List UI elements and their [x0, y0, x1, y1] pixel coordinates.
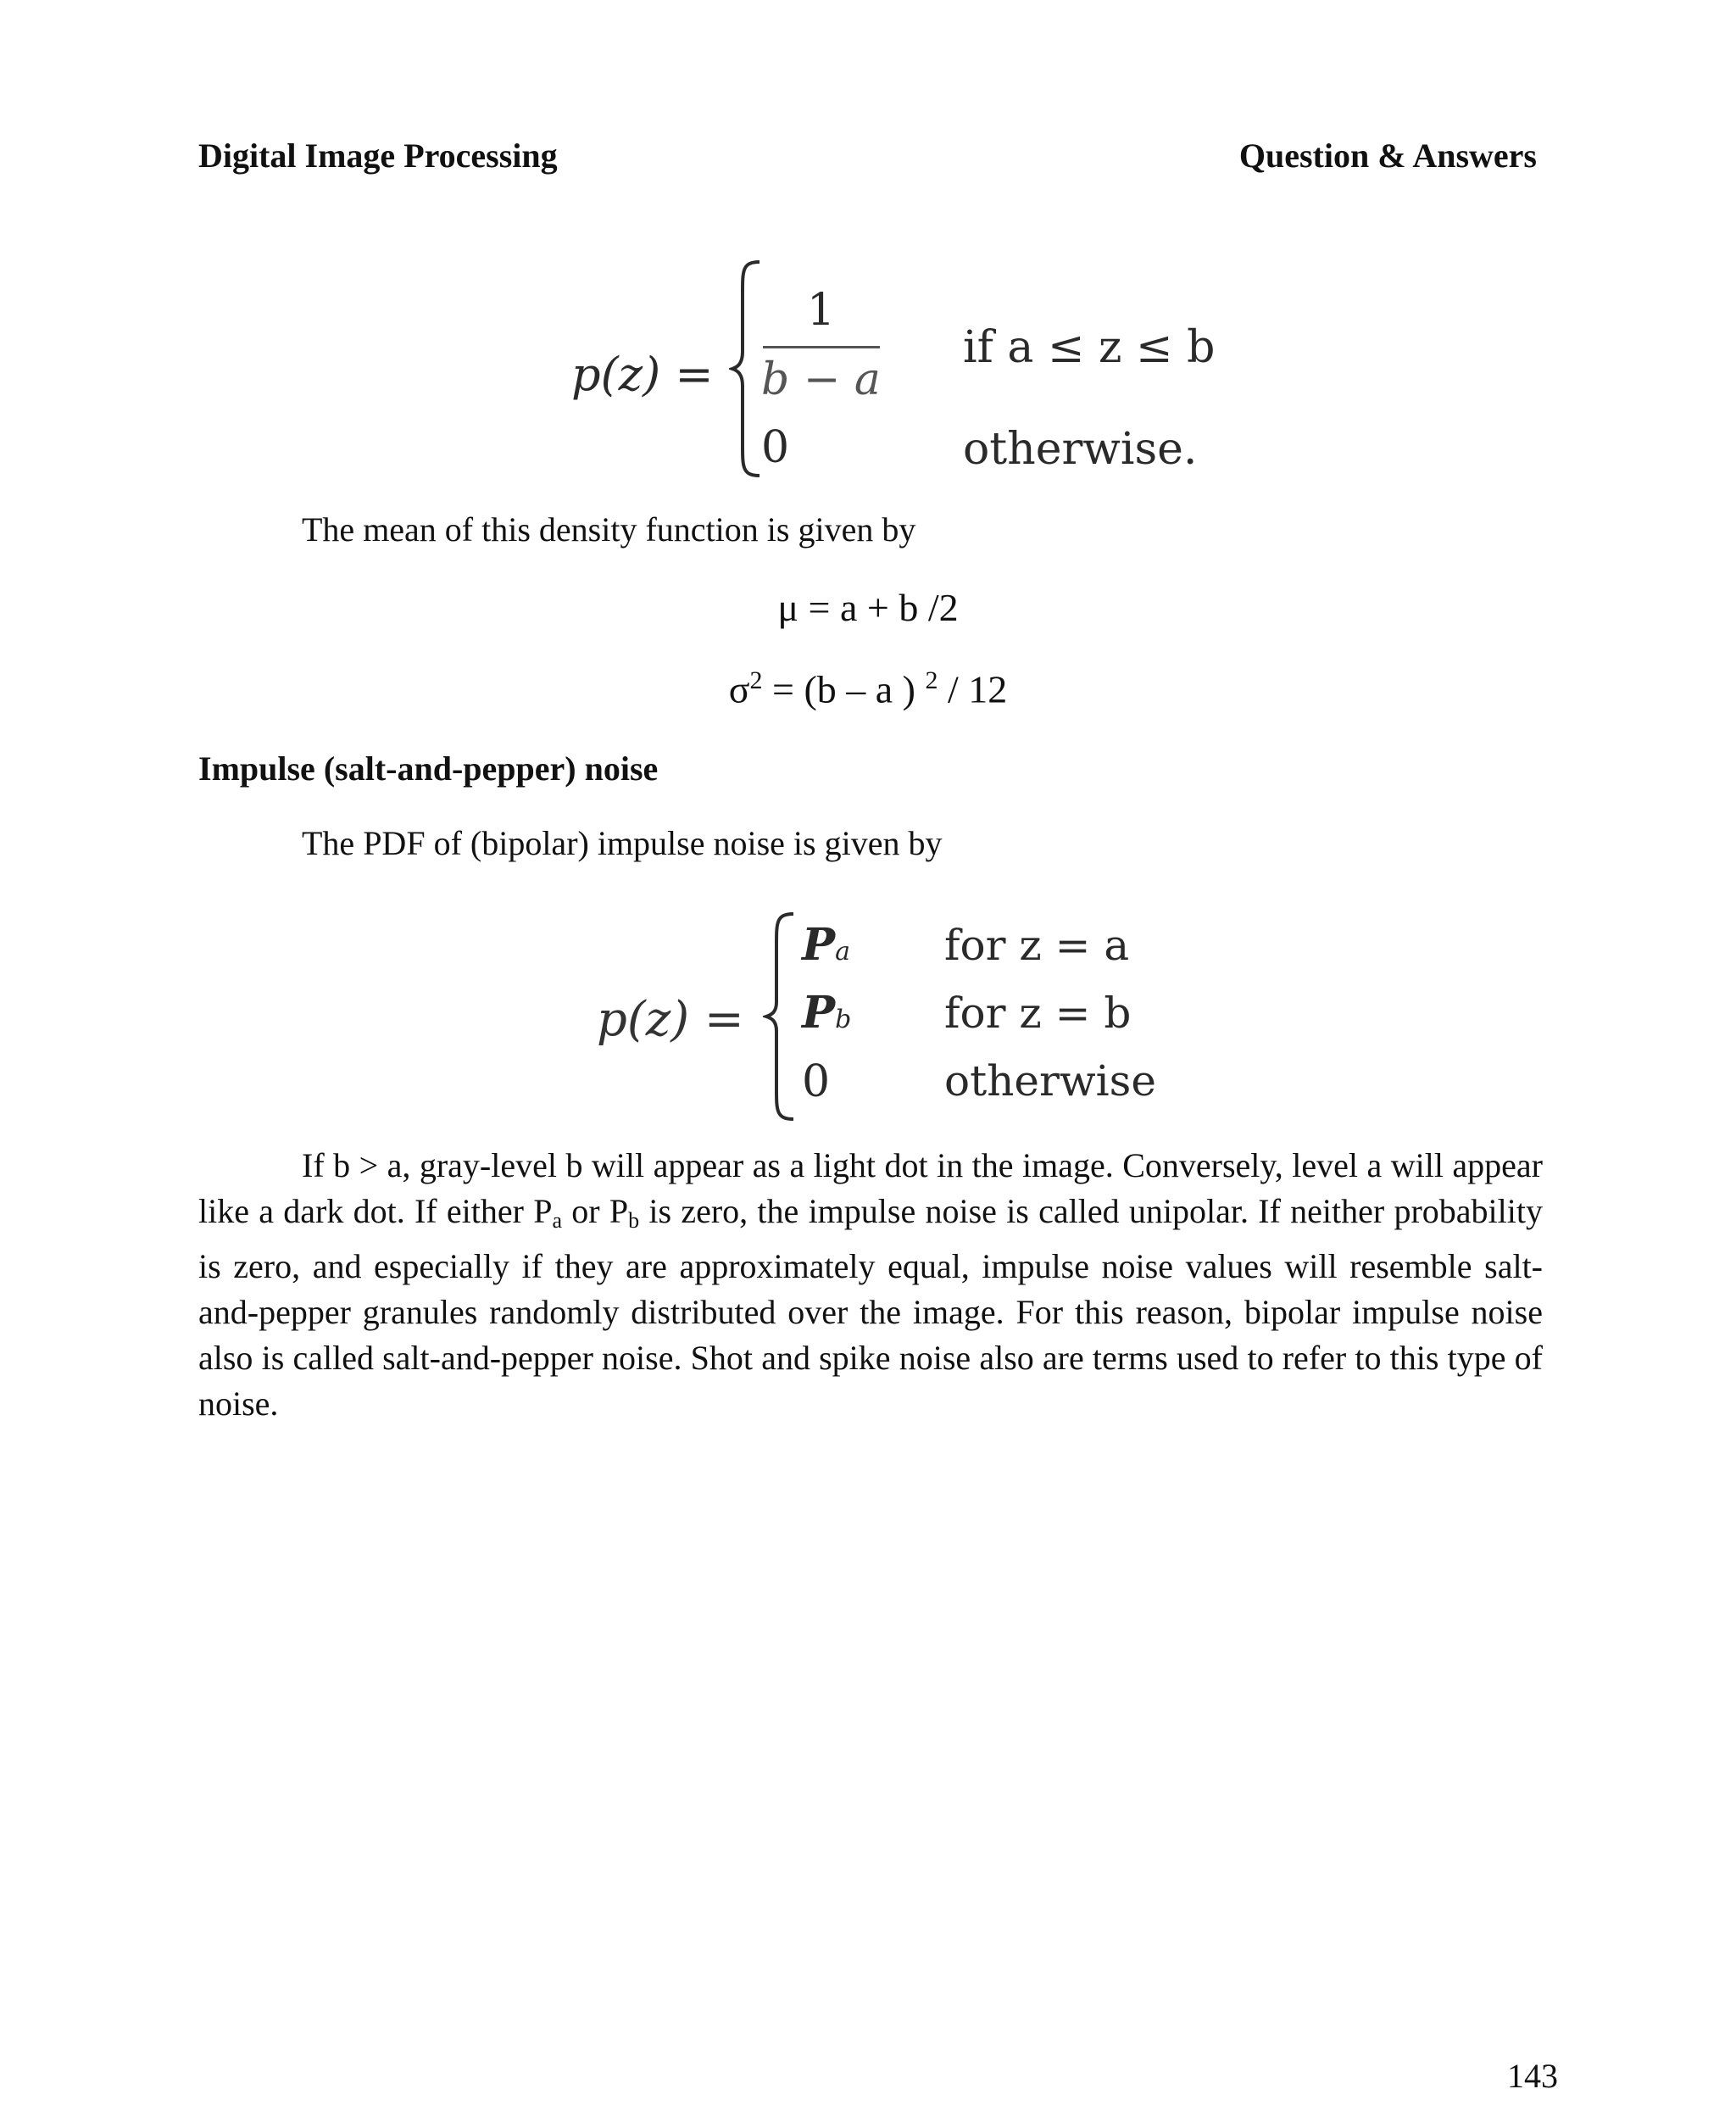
formula-lhs: p(z) = — [571, 348, 714, 401]
row3-value: 0 — [802, 1056, 831, 1107]
uniform-pdf-formula — [559, 254, 1221, 483]
fraction-bar — [763, 346, 880, 348]
sigma-symbol: σ — [728, 667, 750, 711]
formula-lhs: p(z) = — [597, 992, 744, 1047]
variance-equation — [0, 666, 1736, 711]
variance-middle: = (b – a ) — [762, 667, 926, 711]
row2-value: Pb — [802, 987, 852, 1039]
row1-value: Pa — [802, 919, 850, 971]
fraction-denominator: b − a — [761, 354, 881, 405]
row2-condition: for z = b — [944, 989, 1132, 1038]
row3-condition: otherwise — [944, 1056, 1156, 1106]
variance-exponent: 2 — [925, 666, 938, 694]
mean-intro: The mean of this density function is given by — [302, 510, 916, 549]
body-paragraph: If b > a, gray-level b will appear as a light dot in the image. Conversely, level a will appear like a dark dot. If either $P_a$ or $P_b$ is zero, the impulse noise is called unipolar. If neither probability is zero, and especially if they are approximately equal, impulse noise values will resemble salt-and-pepper granules randomly distributed over the image. For this reason, bipolar impulse noise also is called salt-and-pepper noise. Shot and spike noise also are terms used to refer to this type of noise. — [198, 1146, 1543, 1423]
impulse-pdf-formula — [585, 907, 1195, 1128]
left-brace — [763, 911, 797, 1122]
impulse-intro: The PDF of (bipolar) impulse noise is given by — [302, 824, 943, 862]
sigma-exponent: 2 — [749, 666, 763, 694]
variance-end: / 12 — [938, 667, 1008, 711]
condition-otherwise: otherwise. — [963, 424, 1198, 475]
condition-range: if a ≤ z ≤ b — [963, 322, 1216, 373]
left-brace — [729, 259, 763, 479]
page-number: 143 — [1507, 2057, 1558, 2095]
header-subtitle: Question & Answers — [1238, 136, 1537, 175]
formula-zero: 0 — [761, 422, 790, 473]
fraction-numerator: 1 — [807, 285, 836, 336]
row1-condition: for z = a — [944, 921, 1130, 970]
section-heading: Impulse (salt-and-pepper) noise — [198, 749, 659, 788]
mean-equation: μ = a + b /2 — [777, 586, 959, 629]
header-title: Digital Image Processing — [198, 136, 558, 175]
